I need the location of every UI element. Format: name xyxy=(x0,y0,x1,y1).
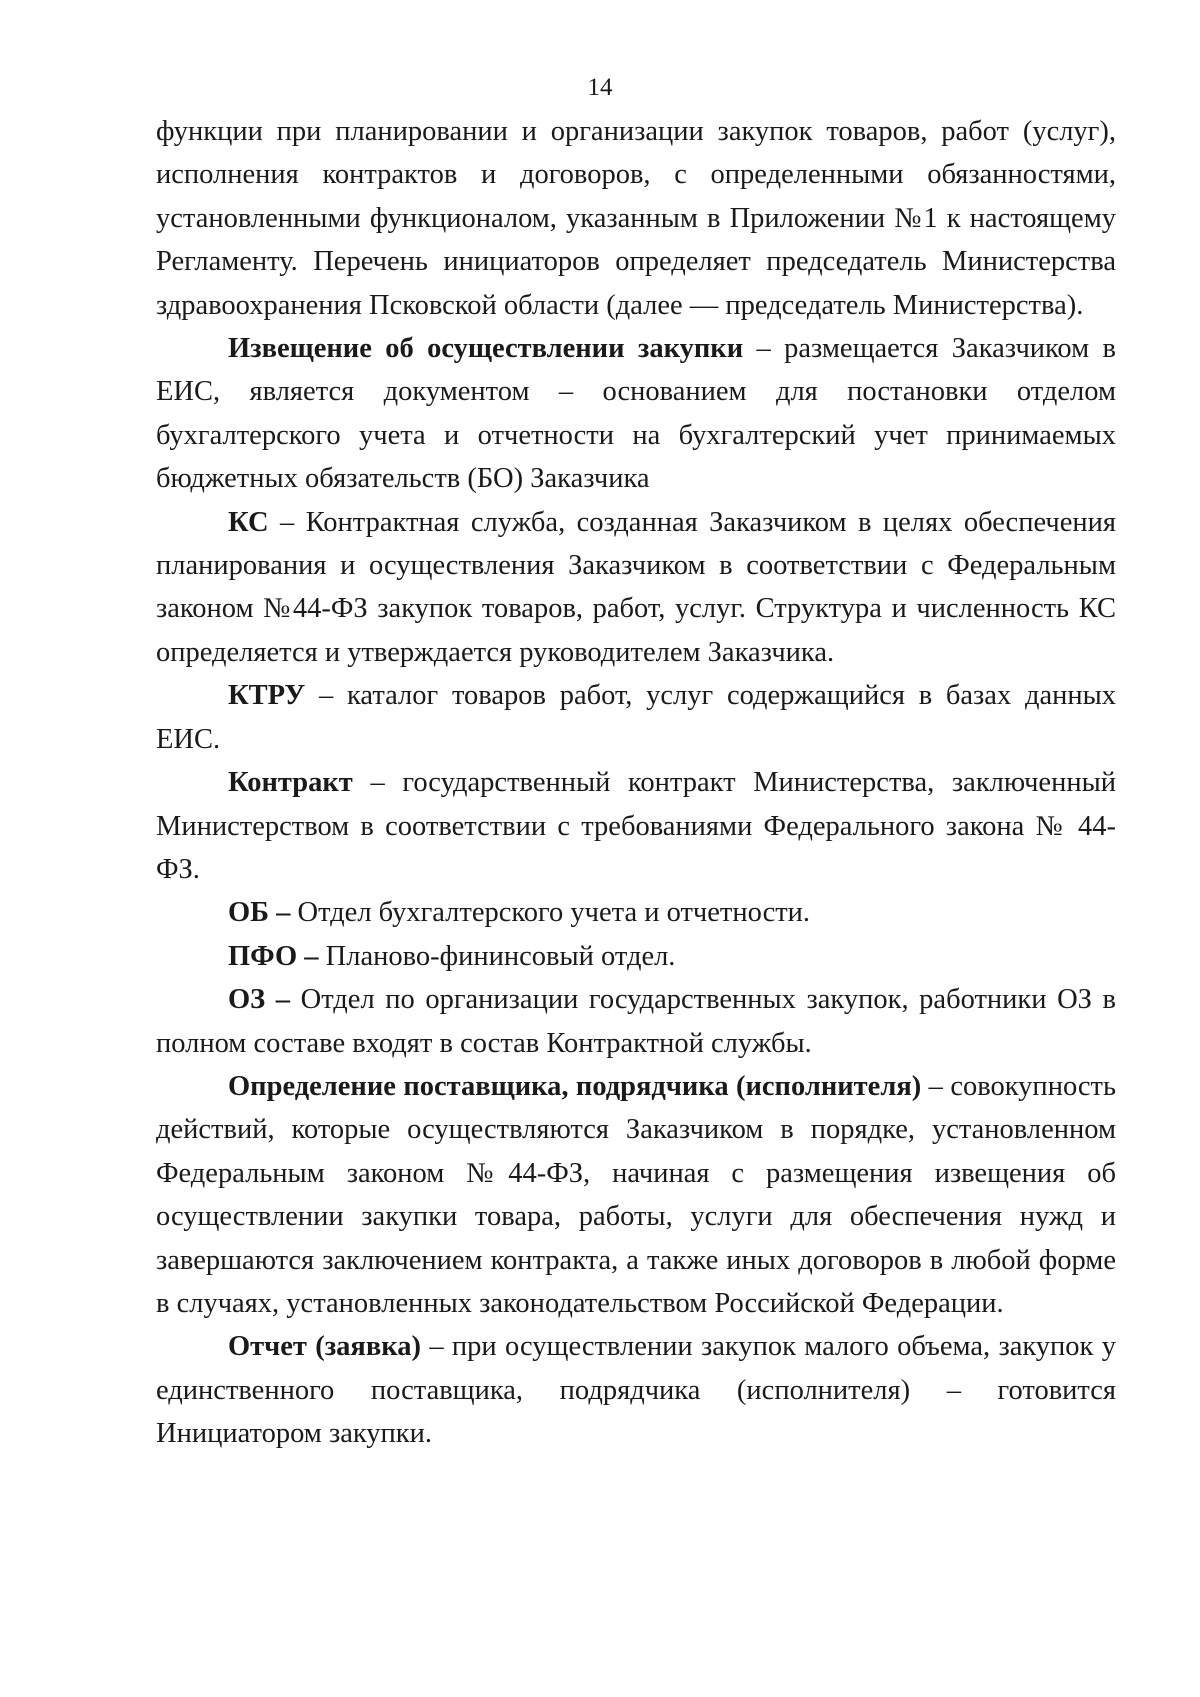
definition-text: – при осуществлении закупок малого объема, закупок у единственного поставщика, подрядчика (исполнителя) – готовится Инициатором закупки. xyxy=(156,1331,1117,1450)
definition-text: Отдел бухгалтерского учета и отчетности. xyxy=(290,897,811,929)
definition-term: Определение поставщика, подрядчика (исполнителя) xyxy=(228,1070,922,1102)
definition-term: Контракт xyxy=(228,767,353,799)
definition-report xyxy=(156,1325,1116,1455)
definition-text: – каталог товаров работ, услуг содержащийся в базах данных ЕИС. xyxy=(156,680,1116,755)
definition-term: ОБ – xyxy=(228,897,291,929)
paragraph-continuation xyxy=(156,110,1116,327)
page-number: 14 xyxy=(587,74,613,101)
definition-notice xyxy=(156,327,1116,501)
body-text xyxy=(156,110,1116,1456)
paragraph-text: функции при планировании и организации закупок товаров, работ (услуг), исполнения контрактов и договоров, с определенными обязанностями, установленными функционалом, указанным в Приложении №1 к настоящему Регламенту. Перечень инициаторов определяет председатель Министерства здравоохранения Псковской области (далее — председатель Министерства). xyxy=(156,116,1116,321)
definition-text: – Контрактная служба, созданная Заказчиком в целях обеспечения планирования и осуществления Заказчиком в соответствии с Федеральным законом №44-ФЗ закупок товаров, работ, услуг. Структура и численность КС определяется и утверждается руководителем Заказчика. xyxy=(156,506,1116,668)
definition-text: – размещается Заказчиком в ЕИС, является документом – основанием для постановки отделом бухгалтерского учета и отчетности на бухгалтерский учет принимаемых бюджетных обязательств (БО) Заказчика xyxy=(156,333,1117,495)
definition-term: ПФО – xyxy=(228,940,319,972)
definition-text: Планово-фининсовый отдел. xyxy=(318,940,676,972)
definition-text: – государственный контракт Министерства, заключенный Министерством в соответствии с требованиями Федерального закона № 44-ФЗ. xyxy=(156,767,1116,885)
definition-term: ОЗ – xyxy=(228,984,291,1016)
definition-term: КТРУ xyxy=(228,680,306,712)
definition-ob xyxy=(156,891,1116,934)
definition-supplier-determination xyxy=(156,1065,1116,1325)
definition-text: – совокупность действий, которые осуществляются Заказчиком в порядке, установленном Федеральным законом №44-ФЗ, начиная с размещения извещения об осуществлении закупки товара, работы, услуги для обеспечения нужд и завершаются заключением контракта, а также иных договоров в любой форме в случаях, установленных законодательством Российской Федерации. xyxy=(156,1070,1117,1319)
definition-oz xyxy=(156,978,1116,1065)
definition-pfo xyxy=(156,935,1116,978)
definition-text: Отдел по организации государственных закупок, работники ОЗ в полном составе входят в состав Контрактной службы. xyxy=(156,984,1116,1059)
definition-term: Отчет (заявка) xyxy=(228,1331,421,1363)
definition-contract xyxy=(156,761,1116,891)
definition-ks xyxy=(156,501,1116,675)
definition-term: КС xyxy=(228,506,269,538)
definition-term: Извещение об осуществлении закупки xyxy=(228,333,744,365)
definition-ktru xyxy=(156,674,1116,761)
